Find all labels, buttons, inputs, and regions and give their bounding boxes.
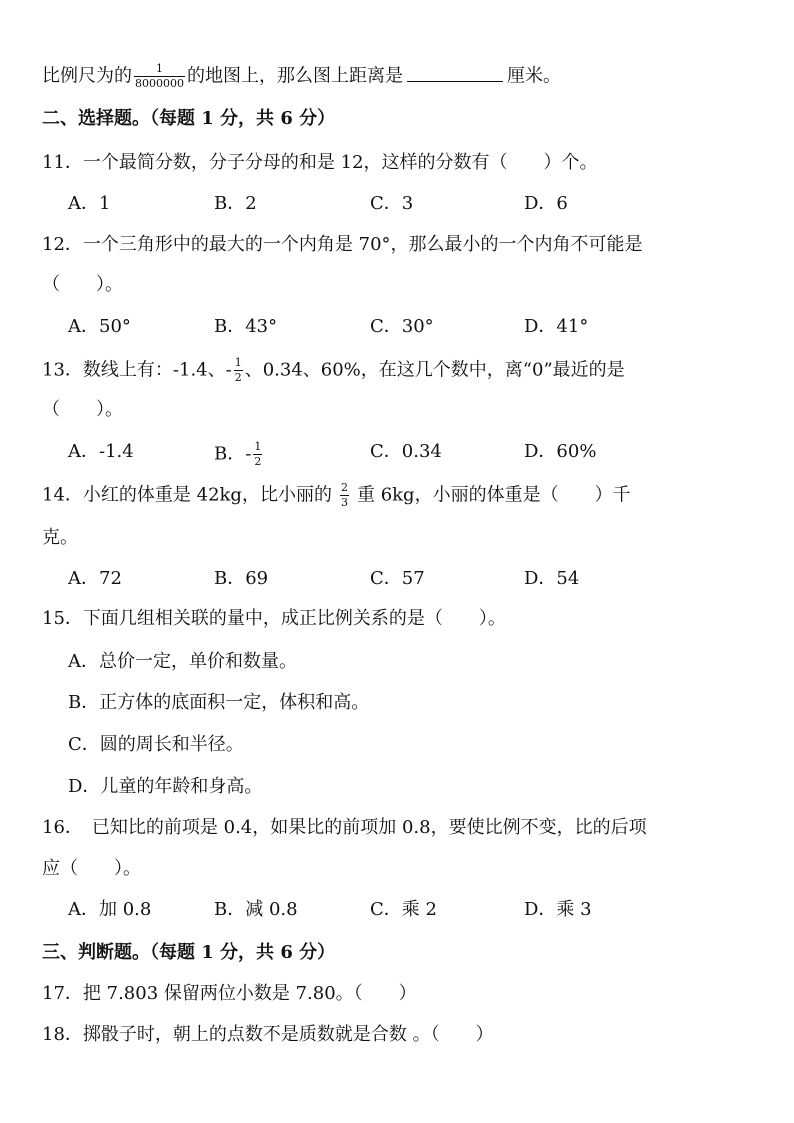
q14-option-a: A．72 [68,568,122,589]
q12-option-d: D．41° [524,316,589,337]
q14-option-b: B．69 [214,568,269,589]
q15-option-d: D．儿童的年龄和身高。 [68,776,263,797]
q13-option-b-prefix: B．- [214,443,252,465]
fraction-numerator: 1 [156,62,163,75]
q14-option-d: D．54 [524,568,580,589]
q12-line2: （ ）。 [42,274,123,295]
q14-fraction [340,482,349,509]
fraction-numerator: 1 [254,440,262,453]
fraction-denominator: 3 [340,496,348,509]
q15-option-c: C．圆的周长和半径。 [68,734,244,755]
q10-suffix: 厘米。 [507,65,561,87]
q11-option-d: D．6 [524,193,568,214]
q14-option-c: C．57 [370,568,425,589]
q11-option-b: B．2 [214,193,257,214]
q13-option-d: D．60% [524,441,597,462]
q13-option-a: A．-1.4 [68,441,134,462]
q13-prefix: 13．数线上有：-1.4、- [42,359,232,381]
q13-option-c: C．0.34 [370,441,442,462]
q16-option-a: A．加 0.8 [68,899,152,920]
q16-option-d: D．乘 3 [524,899,592,920]
q16-option-b: B．减 0.8 [214,899,298,920]
q11-text: 11．一个最简分数，分子分母的和是 12，这样的分数有（ ）个。 [42,152,598,173]
q14-line1 [42,482,631,509]
fraction-numerator: 2 [340,481,348,494]
q14-line2: 克。 [42,527,78,548]
q14-prefix: 14．小红的体重是 42kg，比小丽的 [42,484,332,506]
q11-option-c: C．3 [370,193,414,214]
q14-suffix: 重 6kg，小丽的体重是（ ）千 [356,484,631,506]
scale-fraction [134,63,185,90]
q18-text: 18．掷骰子时，朝上的点数不是质数就是合数 。（ ） [42,1024,494,1045]
q12-option-c: C．30° [370,316,434,337]
q10-middle: 的地图上，那么图上距离是 [187,65,403,87]
section-3-heading: 三、判断题。（每题 1 分，共 6 分） [42,942,336,963]
q15-text: 15．下面几组相关联的量中，成正比例关系的是（ ）。 [42,608,506,629]
fraction-denominator: 2 [254,455,262,468]
q16-line2: 应（ ）。 [42,858,141,879]
q13-line2: （ ）。 [42,399,123,420]
q13-option-b-fraction [253,441,262,468]
q15-option-a: A．总价一定，单价和数量。 [68,651,297,672]
q16-option-c: C．乘 2 [370,899,437,920]
q13-suffix: 、0.34、60%，在这几个数中，离“0”最近的是 [244,359,625,381]
q13-fraction [234,357,243,384]
q10-prefix: 比例尺为的 [42,65,132,87]
section-2-heading: 二、选择题。（每题 1 分，共 6 分） [42,108,336,129]
q11-option-a: A．1 [68,193,111,214]
q17-text: 17．把 7.803 保留两位小数是 7.80。（ ） [42,983,417,1004]
q10-tail-line [42,63,561,90]
q12-line1: 12．一个三角形中的最大的一个内角是 70°，那么最小的一个内角不可能是 [42,234,643,255]
q12-option-b: B．43° [214,316,278,337]
q15-option-b: B．正方体的底面积一定，体积和高。 [68,692,370,713]
fraction-numerator: 1 [234,356,242,369]
q13-option-b [214,441,264,468]
q12-option-a: A．50° [68,316,131,337]
q13-line1 [42,357,625,384]
fraction-denominator: 2 [234,371,242,384]
fraction-denominator: 8000000 [135,77,184,90]
answer-blank[interactable] [407,65,503,82]
q16-line1: 16． 已知比的前项是 0.4，如果比的前项加 0.8，要使比例不变，比的后项 [42,817,647,838]
